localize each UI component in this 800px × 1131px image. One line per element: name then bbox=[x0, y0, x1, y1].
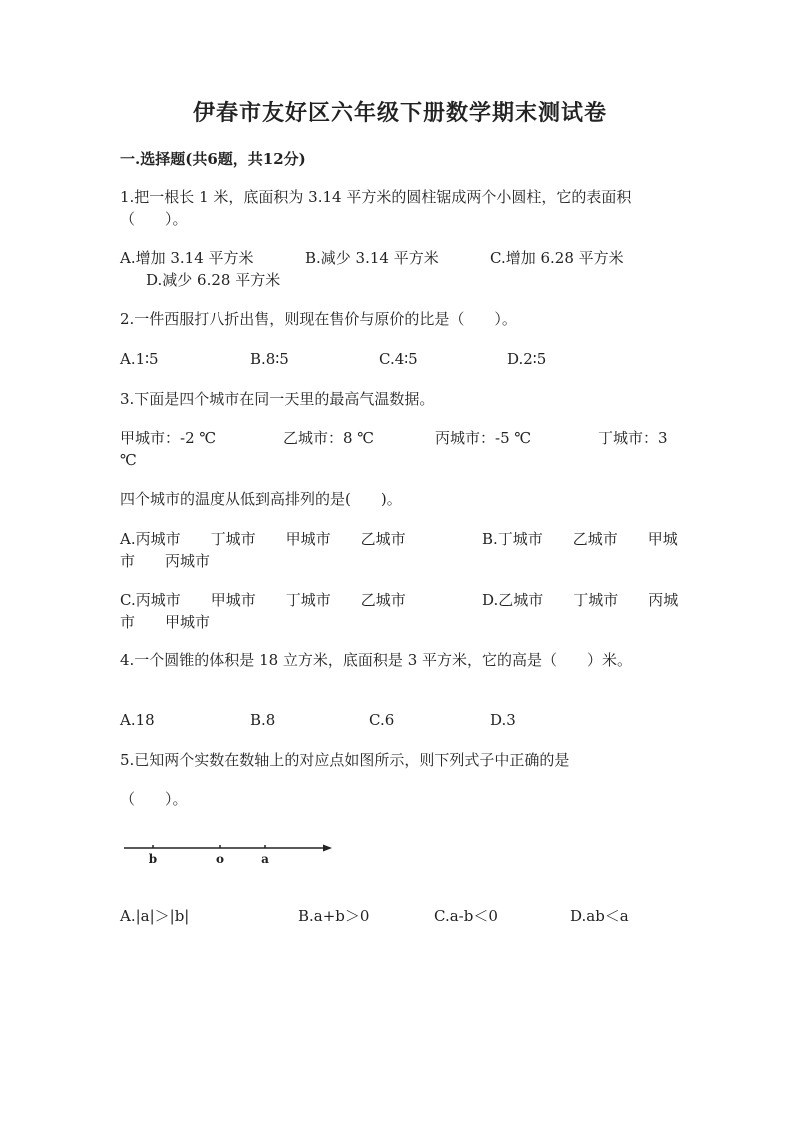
axis-label-b: b bbox=[148, 852, 158, 866]
q4-option-d[interactable]: D.3 bbox=[490, 711, 516, 729]
axis-label-o: o bbox=[215, 852, 225, 866]
q4-stem: 4.一个圆锥的体积是 18 立方米，底面积是 3 平方米，它的高是（ ）米。 bbox=[120, 651, 633, 669]
q3-stem: 3.下面是四个城市在同一天里的最高气温数据。 bbox=[120, 390, 435, 408]
q2-option-c[interactable]: C.4∶5 bbox=[379, 350, 418, 368]
q3-option-c[interactable]: C.丙城市 甲城市 丁城市 乙城市 bbox=[120, 591, 406, 609]
q1-option-d[interactable]: D.减少 6.28 平方米 bbox=[146, 271, 281, 289]
q3-option-b-wrap[interactable]: 市 丙城市 bbox=[120, 552, 211, 570]
q3-option-b[interactable]: B.丁城市 乙城市 甲城 bbox=[482, 530, 678, 548]
q5-stem-line1: 5.已知两个实数在数轴上的对应点如图所示，则下列式子中正确的是 bbox=[120, 751, 570, 769]
q5-stem-line2: （ ）。 bbox=[120, 790, 188, 808]
q3-temp-jia: 甲城市：-2 ℃ bbox=[120, 429, 217, 447]
q5-option-d[interactable]: D.ab＜a bbox=[570, 907, 629, 925]
section-heading: 一.选择题(共6题，共12分) bbox=[120, 150, 306, 168]
axis-label-a: a bbox=[261, 852, 269, 866]
q4-option-c[interactable]: C.6 bbox=[369, 711, 395, 729]
q1-stem-line2: （ ）。 bbox=[120, 210, 188, 228]
q1-option-a[interactable]: A.增加 3.14 平方米 bbox=[120, 249, 254, 267]
q3-temp-ding: 丁城市：3 bbox=[598, 429, 668, 447]
q3-question: 四个城市的温度从低到高排列的是( )。 bbox=[120, 490, 402, 508]
page-title: 伊春市友好区六年级下册数学期末测试卷 bbox=[192, 100, 607, 126]
q1-option-b[interactable]: B.减少 3.14 平方米 bbox=[305, 249, 439, 267]
q5-option-a[interactable]: A.|a|＞|b| bbox=[120, 907, 190, 925]
q3-option-d[interactable]: D.乙城市 丁城市 丙城 bbox=[482, 591, 679, 609]
q2-option-b[interactable]: B.8∶5 bbox=[250, 350, 289, 368]
number-line-figure bbox=[120, 830, 340, 870]
q3-option-a[interactable]: A.丙城市 丁城市 甲城市 乙城市 bbox=[120, 530, 406, 548]
q1-option-c[interactable]: C.增加 6.28 平方米 bbox=[490, 249, 624, 267]
q3-option-d-wrap[interactable]: 市 甲城市 bbox=[120, 613, 211, 631]
q2-option-d[interactable]: D.2∶5 bbox=[507, 350, 547, 368]
q4-option-b[interactable]: B.8 bbox=[250, 711, 276, 729]
q3-temp-bing: 丙城市：-5 ℃ bbox=[435, 429, 532, 447]
q2-stem: 2.一件西服打八折出售，则现在售价与原价的比是（ ）。 bbox=[120, 310, 517, 328]
q3-temp-wrap: ℃ bbox=[120, 451, 137, 469]
number-line-arrow-icon bbox=[323, 845, 332, 852]
q4-option-a[interactable]: A.18 bbox=[120, 711, 155, 729]
q3-temp-yi: 乙城市：8 ℃ bbox=[283, 429, 375, 447]
q1-stem-line1: 1.把一根长 1 米，底面积为 3.14 平方米的圆柱锯成两个小圆柱，它的表面积 bbox=[120, 188, 632, 206]
q2-option-a[interactable]: A.1∶5 bbox=[120, 350, 159, 368]
q5-option-c[interactable]: C.a-b＜0 bbox=[434, 907, 498, 925]
q5-option-b[interactable]: B.a+b＞0 bbox=[298, 907, 370, 925]
